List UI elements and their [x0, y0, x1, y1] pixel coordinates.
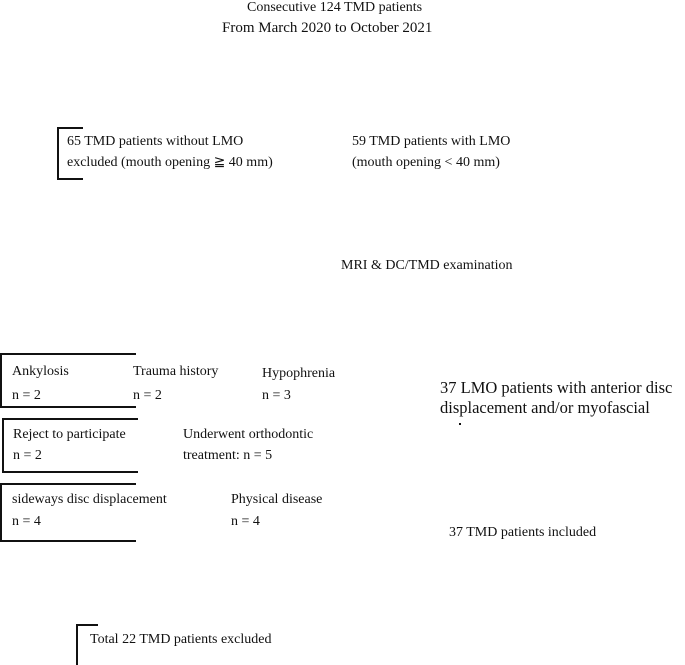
ankylosis-label: Ankylosis [12, 364, 69, 379]
lmo-anterior-line-1: 37 LMO patients with anterior disc [440, 378, 673, 397]
lmo-anterior-line-2: displacement and/or myofascial [440, 398, 650, 417]
with-lmo-line-1: 59 TMD patients with LMO [352, 134, 511, 149]
orthodontic-label: Underwent orthodontic [183, 427, 314, 442]
physical-count: n = 4 [231, 514, 260, 529]
trauma-count: n = 2 [133, 388, 162, 403]
ankylosis-count: n = 2 [12, 388, 41, 403]
excluded-without-lmo-line-1: 65 TMD patients without LMO [67, 134, 244, 149]
stray-dot [459, 423, 461, 425]
reject-label: Reject to participate [13, 427, 126, 442]
total-excluded: Total 22 TMD patients excluded [90, 632, 272, 647]
sideways-count: n = 4 [12, 514, 41, 529]
hypophrenia-count: n = 3 [262, 388, 291, 403]
header-line-1: Consecutive 124 TMD patients [247, 0, 423, 15]
header-line-2: From March 2020 to October 2021 [222, 20, 433, 36]
with-lmo-line-2: (mouth opening < 40 mm) [352, 155, 500, 170]
included-count: 37 TMD patients included [449, 525, 597, 540]
trauma-label: Trauma history [133, 364, 219, 379]
hypophrenia-label: Hypophrenia [262, 366, 336, 381]
excluded-without-lmo-line-2: excluded (mouth opening ≧ 40 mm) [67, 155, 273, 170]
sideways-label: sideways disc displacement [12, 492, 167, 507]
reject-count: n = 2 [13, 448, 42, 463]
physical-label: Physical disease [231, 492, 323, 507]
orthodontic-count: treatment: n = 5 [183, 448, 273, 463]
examination-step: MRI & DC/TMD examination [341, 258, 513, 273]
